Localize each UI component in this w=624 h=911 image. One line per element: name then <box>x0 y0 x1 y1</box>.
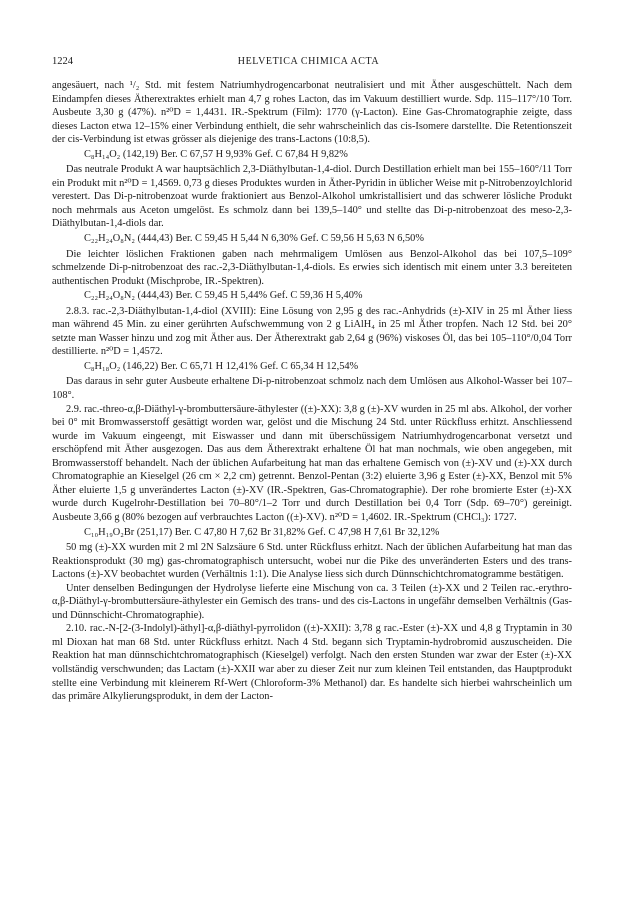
section-2-8-3: 2.8.3. rac.-2,3-Diäthylbutan-1,4-diol (XVIII): Eine Lösung von 2,95 g des rac.-Anhydrids (±)-XIV in 25 ml Äther liess man während 45 Min. zu einer gerührten Aufschwemmung von 2 g LiAlH₄ in 25 ml Äther tropfen. Nach 12 Std. bei 20° setzte man Wasser hinzu und zog mit Äther aus. Der Ätherextrakt gab 2,64 g (96%) viskoses Öl, das bei 105–110°/0,04 Torr destillierte. n²⁰D = 1,4572. <box>52 305 572 358</box>
paragraph-hydrolysis-mixture: Unter denselben Bedingungen der Hydrolyse lieferte eine Mischung von ca. 3 Teilen (±)-XX und 2 Teilen rac.-erythro-α,β-Diäthyl-γ-brombuttersäure-äthylester ein Gemisch des trans- und des cis-Lactons in ungefähr demselben Verhältnis (Gas- und Dünnschicht-Chromatographie). <box>52 582 572 621</box>
paragraph-lacton-distillation: angesäuert, nach ¹/₂ Std. mit festem Natriumhydrogencarbonat neutralisiert und mit Äther ausgeschüttelt. Nach dem Eindampfen dieses Ätherextraktes erhielt man 4,7 g rohes Lacton, das im Vakuum destilliert wurde. Sdp. 115–117°/10 Torr. Ausbeute 3,30 g (47%). n²⁰D = 1,4431. IR.-Spektrum (Film): 1770 (γ-Lacton). Eine Gas-Chromatographie zeigte, dass dieses Lacton etwa 12–15% einer Verbindung enthielt, die sehr wahrscheinlich das cis-Isomere darstellte. Die Retentionszeit der cis-Verbindung ist etwas grösser als diejenige des trans-Lactons (10:8,5). <box>52 80 572 146</box>
analysis-line: C₁₀H₁₉O₂Br (251,17) Ber. C 47,80 H 7,62 Br 31,82% Gef. C 47,98 H 7,61 Br 32,12% <box>84 526 440 538</box>
analysis-line: C₂₂H₂₄O₈N₂ (444,43) Ber. C 59,45 H 5,44% Gef. C 59,36 H 5,40% <box>84 290 363 302</box>
paragraph-di-p-nitrobenzoat: Das daraus in sehr guter Ausbeute erhaltene Di-p-nitrobenzoat schmolz nach dem Umlösen aus Alkohol-Wasser bei 107–108°. <box>52 376 572 402</box>
paragraph-hydrolysis: 50 mg (±)-XX wurden mit 2 ml 2N Salzsäure 6 Std. unter Rückfluss erhitzt. Nach der üblichen Aufarbeitung hat man das Reaktionsprodukt (30 mg) gas-chromatographisch untersucht, wobei nur die Pike des unveränderten Esters und des trans-Lactons (±)-XV beobachtet wurden (Verhältnis 1:1). Die Analyse liess sich durch Dünnschichtchromatogramme bestätigen. <box>52 542 572 581</box>
analysis-line: C₈H₁₄O₂ (142,19) Ber. C 67,57 H 9,93% Gef. C 67,84 H 9,82% <box>84 148 348 160</box>
journal-title: HELVETICA CHIMICA ACTA <box>237 56 380 67</box>
page <box>52 56 572 704</box>
paragraph-soluble-fractions: Die leichter löslichen Fraktionen gaben nach mehrmaligem Umlösen aus Benzol-Alkohol das bei 107,5–109° schmelzende Di-p-nitrobenzoat des rac.-2,3-Diäthylbutan-1,4-diols. Es erwies sich identisch mit einem unter 3.3 bereiteten authentischen Produkt (Mischprobe, IR.-Spektren). <box>52 248 572 287</box>
analysis-line: C₈H₁₈O₂ (146,22) Ber. C 65,71 H 12,41% Gef. C 65,34 H 12,54% <box>84 360 359 372</box>
running-header <box>52 56 572 67</box>
paragraph-neutral-product: Das neutrale Produkt A war hauptsächlich 2,3-Diäthylbutan-1,4-diol. Durch Destillation erhielt man bei 155–160°/11 Torr ein Produkt mit n²⁰D = 1,4569. 0,73 g dieses Produktes wurden in Äther-Pyridin in üblicher Weise mit p-Nitrobenzoylchlorid verestert. Das Di-p-nitrobenzoat wurde fraktioniert aus Benzol-Alkohol umkristallisiert und das schwerer lösliche Produkt noch mehrmals aus Aceton umgelöst. Es schmolz dann bei 139,5–140° und stellte das Di-p-nitrobenzoat des meso-2,3-Diäthylbutan-1,4-diols dar. <box>52 164 572 230</box>
page-number: 1224 <box>52 56 73 67</box>
analysis-line: C₂₂H₂₄O₈N₂ (444,43) Ber. C 59,45 H 5,44 N 6,30% Gef. C 59,56 H 5,63 N 6,50% <box>84 233 424 245</box>
section-2-9: 2.9. rac.-threo-α,β-Diäthyl-γ-brombuttersäure-äthylester ((±)-XX): 3,8 g (±)-XV wurden in 25 ml abs. Alkohol, der vorher bei 0° mit Bromwasserstoff gesättigt worden war, gelöst und die Mischung 24 Std. unter Rückfluss erhitzt. Anschliessend wurde im Vakuum eingeengt, mit Eiswasser und dann mit überschüssigem Natriumhydrogencarbonat versetzt und erschöpfend mit Äther ausgezogen. Das aus dem Ätherextrakt erhaltene Öl hat man nochmals, wie oben angegeben, mit Bromwasserstoff behandelt. Nach der üblichen Aufarbeitung hat man das erhaltene Gemisch von (±)-XV und (±)-XX durch Chromatographie an Kieselgel (26 cm × 2,2 cm) getrennt. Benzol-Pentan (3:2) eluierte 3,96 g Ester (±)-XX, Benzol mit 5% Äther eluierte 1,5 g unverändertes Lacton (±)-XV (IR.-Spektren, Gas-Chromatographie). Der rohe bromierte Ester (±)-XX wurde durch Kugelrohr-Destillation bei 70–80°/1–2 Torr und durch Destillation bei 0,4 Torr (Sdp. 69–70°) gereinigt. Ausbeute 3,66 g (80% bezogen auf verbrauchtes Lacton ((±)-XV). n²⁰D = 1,4602. IR.-Spektrum (CHCl₃): 1727. <box>52 403 572 523</box>
article-body <box>52 79 572 704</box>
section-2-10: 2.10. rac.-N-[2-(3-Indolyl)-äthyl]-α,β-diäthyl-pyrrolidon ((±)-XXII): 3,78 g rac.-Ester (±)-XX und 4,8 g Tryptamin in 30 ml Dioxan hat man 68 Std. unter Rückfluss erhitzt. Nach 4 Std. begann sich Tryptamin-hydrobromid auszuscheiden. Die Reaktion hat man dünnschichtchromatographisch (Kieselgel) verfolgt. Nach den ersten Stunden war zwar der Ester (±)-XX vollständig verschwunden; das Lactam (±)-XXII war aber zu dieser Zeit nur zum kleinen Teil entstanden, das Hauptprodukt stellte eine Verbindung mit kleinerem Rf-Wert (Chloroform-3% Methanol) dar. Es handelte sich hierbei wahrscheinlich um das primäre Alkylierungsprodukt, in dem der Lacton- <box>52 623 572 703</box>
